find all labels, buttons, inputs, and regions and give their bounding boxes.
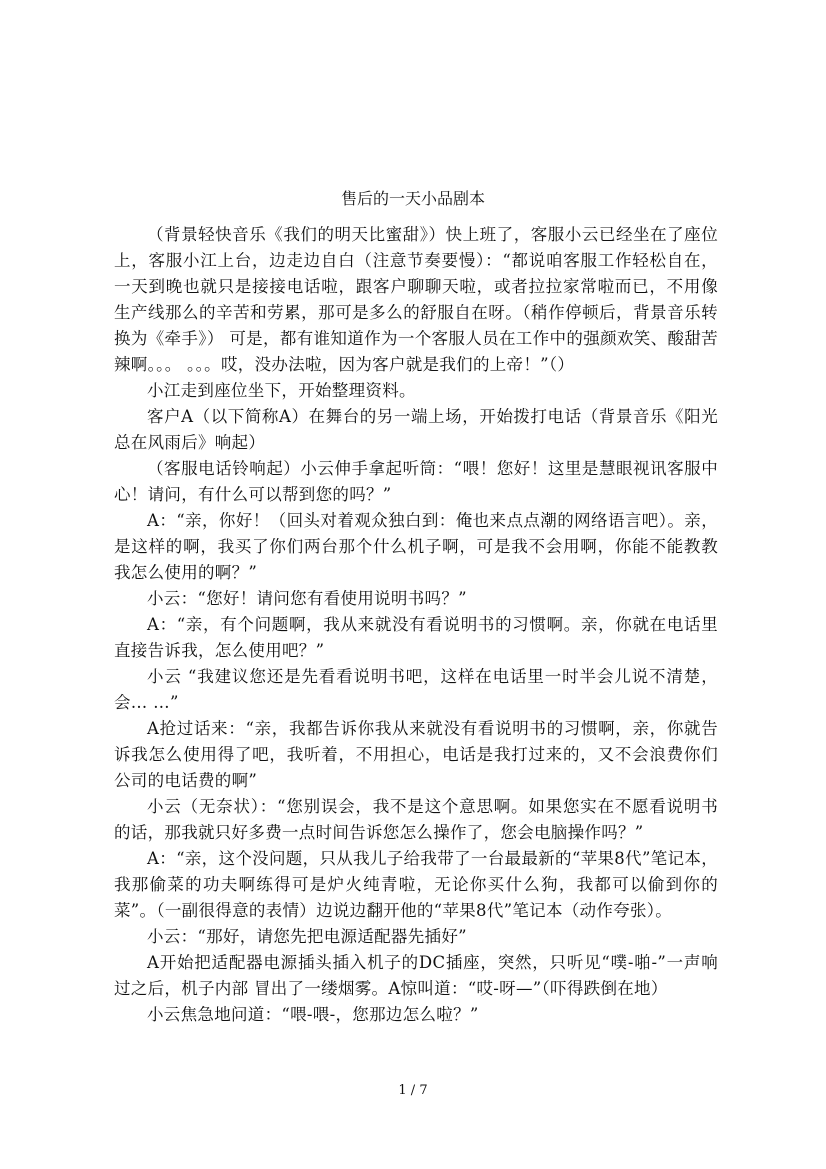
paragraph: A抢过话来：“亲，我都告诉你我从来就没有看说明书的习惯啊，亲，你就告诉我怎么使用得了吧，我听着，不用担心，电话是我打过来的，又不会浪费你们公司的电话费的啊” [114,719,718,790]
paragraph: 小云焦急地问道：“喂-喂-，您那边怎么啦？” [147,1005,479,1024]
paragraph: 小云：“您好！请问您有看使用说明书吗？” [147,589,467,608]
paragraph: A：“亲，这个没问题，只从我儿子给我带了一台最最新的“苹果8代”笔记本，我那偷菜的功夫啊练得可是炉火纯青啦，无论你买什么狗，我都可以偷到你的菜”。（一副很得意的表情）边说边翻开他的“苹果8代”笔记本（动作夸张）。 [114,849,718,920]
script-body [114,222,718,1028]
paragraph: A：“亲，你好！（回头对着观众独白到：俺也来点点潮的网络语言吧）。亲，是这样的啊，我买了你们两台那个什么机子啊，可是我不会用啊，你能不能教教我怎么使用的啊？” [114,511,718,582]
paragraph: A开始把适配器电源插头插入机子的DC插座，突然，只听见“噗-啪-”一声响过之后，机子内部 冒出了一缕烟雾。A惊叫道：“哎-呀—”（吓得跌倒在地） [114,953,718,998]
paragraph: 小云：“那好，请您先把电源适配器先插好” [147,927,467,946]
paragraph: 小云 “我建议您还是先看看说明书吧，这样在电话里一时半会儿说不清楚，会… …” [114,667,718,712]
paragraph: （背景轻快音乐《我们的明天比蜜甜》）快上班了，客服小云已经坐在了座位上，客服小江上台，边走边自白（注意节奏要慢）：“都说咱客服工作轻松自在，一天到晚也就只是接接电话啦，跟客户聊聊天啦，或者拉拉家常啦而已，不用像生产线那么的辛苦和劳累，那可是多么的舒服自在呀。（稍作停顿后，背景音乐转换为《牵手》） 可是，都有谁知道作为一个客服人员在工作中的强颜欢笑、酸甜苦辣啊。。。 。。。哎，没办法啦，因为客户就是我们的上帝！”（） [114,225,718,374]
paragraph: 小江走到座位坐下，开始整理资料。 [147,381,416,400]
paragraph: （客服电话铃响起）小云伸手拿起听筒：“喂！您好！这里是慧眼视讯客服中心！请问，有什么可以帮到您的吗？” [114,459,718,504]
page-title: 售后的一天小品剧本 [340,189,485,208]
paragraph: 小云（无奈状）：“您别误会，我不是这个意思啊。如果您实在不愿看说明书的话，那我就只好多费一点时间告诉您怎么操作了，您会电脑操作吗？” [114,797,718,842]
page-number: 1 / 7 [398,1083,428,1098]
paragraph: 客户A（以下简称A）在舞台的另一端上场，开始拨打电话（背景音乐《阳光总在风雨后》响起） [114,407,718,452]
paragraph: A：“亲，有个问题啊，我从来就没有看说明书的习惯啊。亲，你就在电话里直接告诉我，怎么使用吧？” [114,615,718,660]
